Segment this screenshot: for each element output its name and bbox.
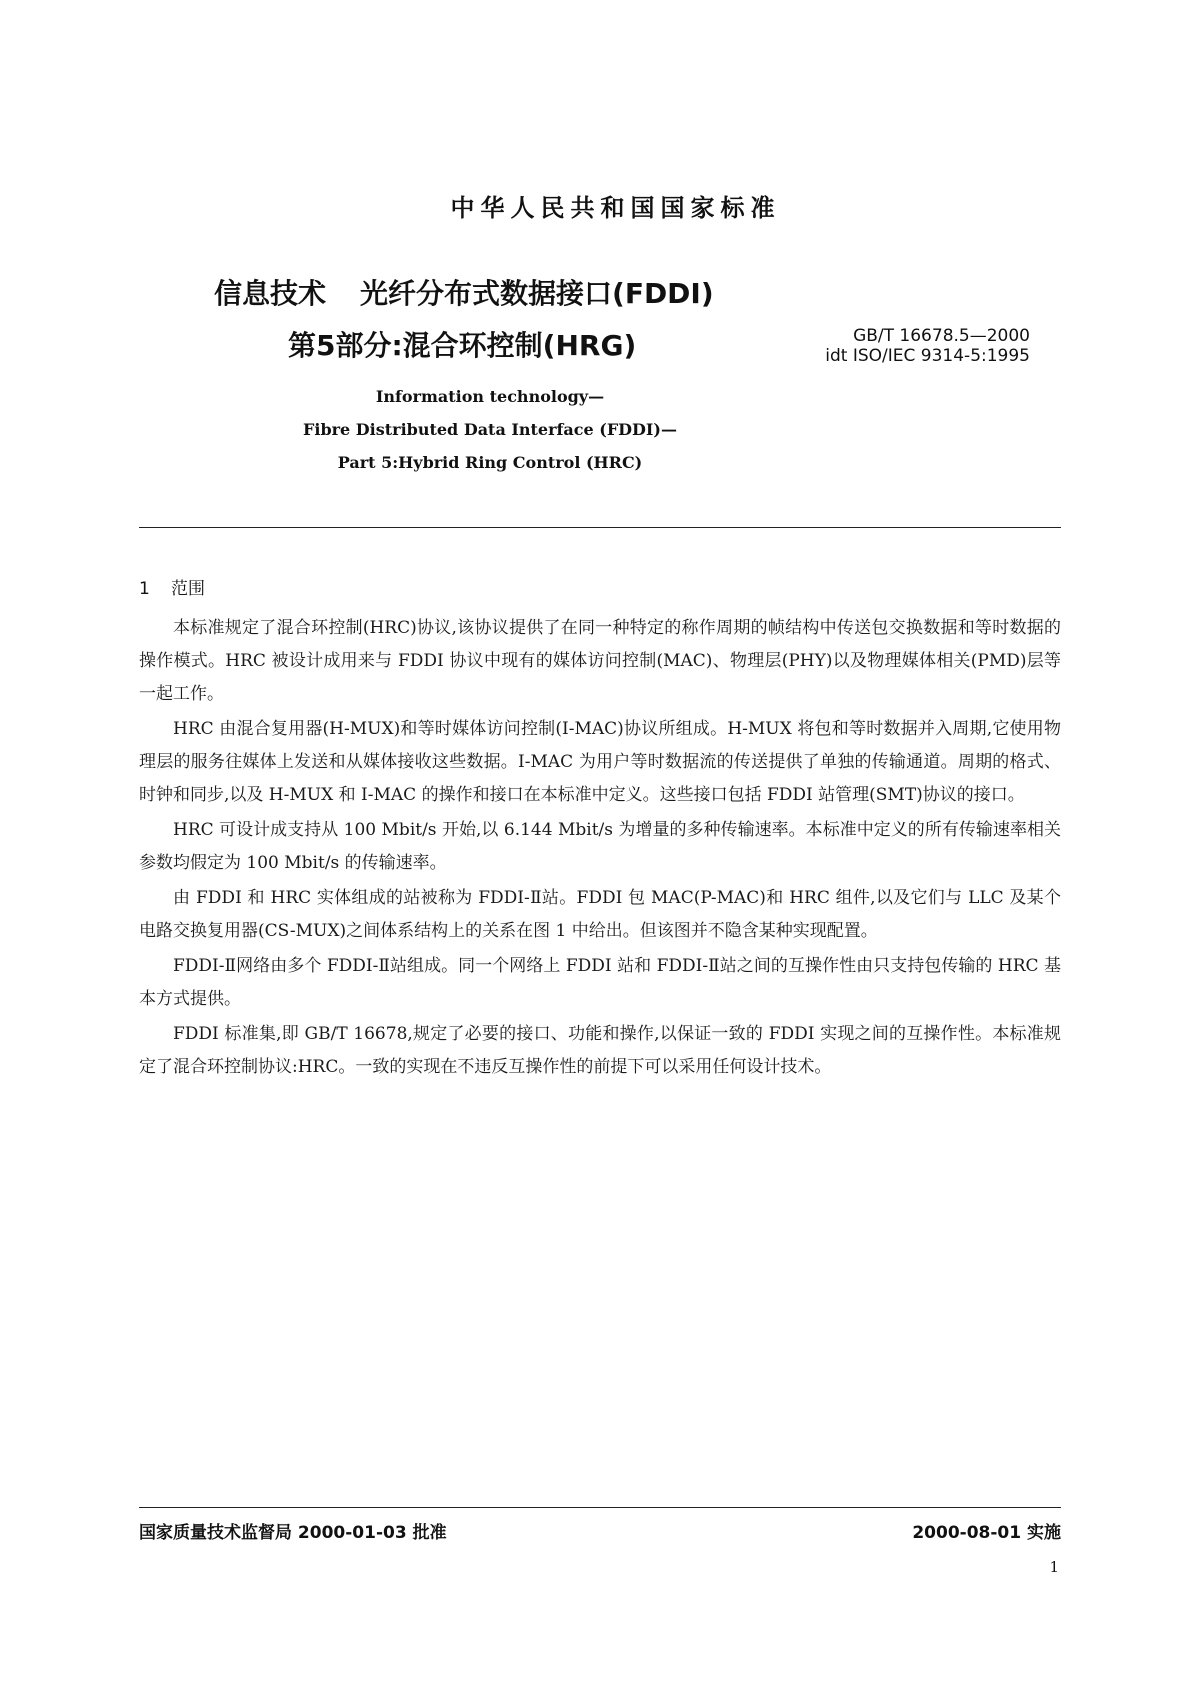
header-divider xyxy=(139,527,1061,528)
paragraph: HRC 由混合复用器(H-MUX)和等时媒体访问控制(I-MAC)协议所组成。H-MUX 将包和等时数据并入周期,它使用物理层的服务往媒体上发送和从媒体接收这些数据。I-MAC 为用户等时数据流的传送提供了单独的传输通道。周期的格式、时钟和同步,以及 H-MUX 和 I-MAC 的操作和接口在本标准中定义。这些接口包括 FDDI 站管理(SMT)协议的接口。 xyxy=(139,719,1061,805)
english-title xyxy=(240,380,740,479)
approval-date: 国家质量技术监督局 2000-01-03 批准 xyxy=(139,1523,447,1543)
chinese-title-line-2: 第5部分:混合环控制(HRG) xyxy=(288,329,637,362)
footer-divider xyxy=(139,1507,1061,1508)
effective-date: 2000-08-01 实施 xyxy=(912,1523,1061,1543)
paragraph: HRC 可设计成支持从 100 Mbit/s 开始,以 6.144 Mbit/s 为增量的多种传输速率。本标准中定义的所有传输速率相关参数均假定为 100 Mbit/s 的传输速率。 xyxy=(139,820,1061,873)
english-title-line: Fibre Distributed Data Interface (FDDI)— xyxy=(303,420,677,439)
section-number: 1 xyxy=(139,579,150,599)
section-heading xyxy=(139,574,205,599)
page-number: 1 xyxy=(1049,1558,1059,1576)
paragraph: FDDI-Ⅱ网络由多个 FDDI-Ⅱ站组成。同一个网络上 FDDI 站和 FDDI-Ⅱ站之间的互操作性由只支持包传输的 HRC 基本方式提供。 xyxy=(139,956,1061,1009)
english-title-line: Part 5:Hybrid Ring Control (HRC) xyxy=(337,453,643,472)
section-title: 范围 xyxy=(171,579,205,599)
standard-number-block xyxy=(780,326,1030,366)
paragraph: 本标准规定了混合环控制(HRC)协议,该协议提供了在同一种特定的称作周期的帧结构中传送包交换数据和等时数据的操作模式。HRC 被设计成用来与 FDDI 协议中现有的媒体访问控制(MAC)、物理层(PHY)以及物理媒体相关(PMD)层等一起工作。 xyxy=(139,618,1061,704)
paragraph: 由 FDDI 和 HRC 实体组成的站被称为 FDDI-Ⅱ站。FDDI 包 MAC(P-MAC)和 HRC 组件,以及它们与 LLC 及某个电路交换复用器(CS-MUX)之间体系结构上的关系在图 1 中给出。但该图并不隐含某种实现配置。 xyxy=(139,888,1061,941)
chinese-title-line-1 xyxy=(214,272,714,312)
standard-number: GB/T 16678.5—2000 xyxy=(853,326,1030,346)
standard-banner: 中华人民共和国国家标准 xyxy=(450,194,781,222)
title-main: 光纤分布式数据接口(FDDI) xyxy=(360,277,714,310)
body-text xyxy=(139,612,1061,1086)
title-prefix: 信息技术 xyxy=(214,277,327,310)
paragraph: FDDI 标准集,即 GB/T 16678,规定了必要的接口、功能和操作,以保证一致的 FDDI 实现之间的互操作性。本标准规定了混合环控制协议:HRC。一致的实现在不违反互操作性的前提下可以采用任何设计技术。 xyxy=(139,1024,1061,1077)
english-title-line: Information technology— xyxy=(375,387,605,406)
idt-reference: idt ISO/IEC 9314-5:1995 xyxy=(825,346,1030,366)
